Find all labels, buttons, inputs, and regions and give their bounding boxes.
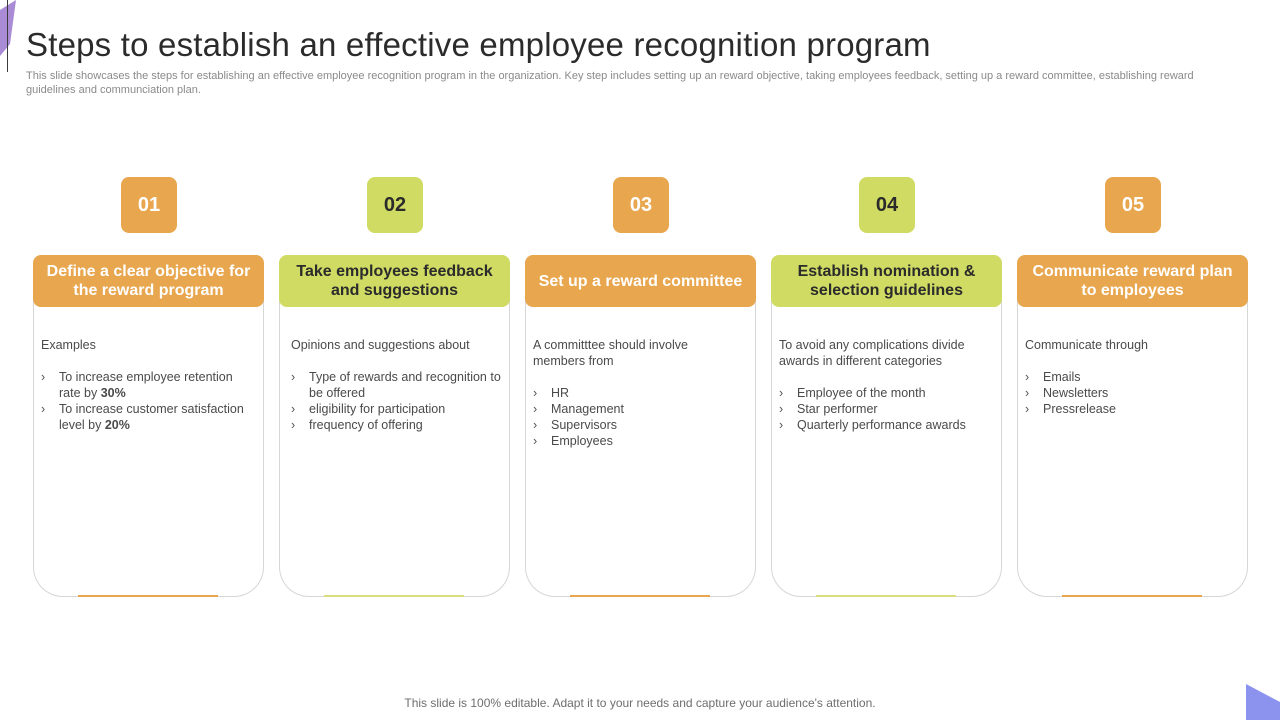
list-item-text: To increase customer satisfaction level by xyxy=(59,402,244,432)
card-bottom-accent xyxy=(816,595,956,597)
purple-corner-accent xyxy=(0,0,18,60)
list-item-text: Supervisors xyxy=(551,418,617,432)
list-item-text: Quarterly performance awards xyxy=(797,418,966,432)
step-body xyxy=(41,337,257,433)
card-bottom-accent xyxy=(324,595,464,597)
step-list xyxy=(1025,369,1241,417)
step-intro: Examples xyxy=(41,338,96,352)
list-item-text: Type of rewards and recognition to be offered xyxy=(309,370,501,400)
step-list xyxy=(779,385,995,433)
list-item-text: Emails xyxy=(1043,370,1081,384)
list-item xyxy=(291,417,507,433)
chevron-right-icon: › xyxy=(1025,402,1030,416)
step-list xyxy=(41,369,257,433)
step-list xyxy=(291,369,507,433)
page-title: Steps to establish an effective employee recognition program xyxy=(26,26,931,63)
corner-accent-line xyxy=(7,0,8,72)
chevron-right-icon: › xyxy=(779,418,784,432)
card-bottom-accent xyxy=(78,595,218,597)
step-body xyxy=(291,337,507,433)
page-subtitle: This slide showcases the steps for establishing an effective employee recognition program in the organization. Key step includes setting up an reward objective, taking employees feedback, setting up a reward committee, establishing reward guidelines and communciation plan. xyxy=(26,70,1194,96)
chevron-right-icon: › xyxy=(779,386,784,400)
list-item xyxy=(533,433,749,449)
step-body xyxy=(779,337,995,433)
list-item-text: eligibility for participation xyxy=(309,402,446,416)
step-heading: Establish nomination & selection guidelines xyxy=(771,255,1002,307)
list-item xyxy=(779,417,995,433)
chevron-right-icon: › xyxy=(779,402,784,416)
step-heading: Set up a reward committee xyxy=(525,255,756,307)
list-item xyxy=(533,417,749,433)
chevron-right-icon: › xyxy=(291,418,296,432)
step-card-1 xyxy=(33,177,264,597)
list-item-highlight: 30% xyxy=(100,386,126,400)
list-item-text: Pressrelease xyxy=(1043,402,1116,416)
step-card-3 xyxy=(525,177,756,597)
chevron-right-icon: › xyxy=(41,402,46,416)
list-item xyxy=(779,385,995,401)
step-heading: Define a clear objective for the reward program xyxy=(33,255,264,307)
step-number-badge: 05 xyxy=(1105,177,1161,233)
chevron-right-icon: › xyxy=(533,434,538,448)
step-card-2 xyxy=(279,177,510,597)
chevron-right-icon: › xyxy=(533,402,538,416)
list-item-text: Newsletters xyxy=(1043,386,1109,400)
list-item xyxy=(291,401,507,417)
list-item xyxy=(1025,385,1241,401)
step-number-badge: 02 xyxy=(367,177,423,233)
list-item-text: Management xyxy=(551,402,624,416)
list-item xyxy=(533,401,749,417)
chevron-right-icon: › xyxy=(1025,370,1030,384)
chevron-right-icon: › xyxy=(291,370,296,384)
step-body xyxy=(533,337,749,449)
list-item-text: HR xyxy=(551,386,570,400)
step-body xyxy=(1025,337,1241,417)
chevron-right-icon: › xyxy=(1025,386,1030,400)
step-list xyxy=(533,385,749,449)
step-card-4 xyxy=(771,177,1002,597)
list-item-highlight: 20% xyxy=(104,418,130,432)
step-intro: A committtee should involve members from xyxy=(533,338,688,368)
step-card-5 xyxy=(1017,177,1248,597)
list-item-text: To increase employee retention rate by xyxy=(59,370,233,400)
step-heading: Communicate reward plan to employees xyxy=(1017,255,1248,307)
step-intro: To avoid any complications divide awards in different categories xyxy=(779,338,965,368)
list-item xyxy=(1025,401,1241,417)
step-number-badge: 04 xyxy=(859,177,915,233)
list-item xyxy=(779,401,995,417)
step-intro: Opinions and suggestions about xyxy=(291,338,470,352)
list-item xyxy=(1025,369,1241,385)
list-item xyxy=(533,385,749,401)
list-item-text: frequency of offering xyxy=(309,418,423,432)
card-bottom-accent xyxy=(570,595,710,597)
list-item xyxy=(41,401,257,433)
list-item-text: Employees xyxy=(551,434,613,448)
chevron-right-icon: › xyxy=(533,418,538,432)
chevron-right-icon: › xyxy=(291,402,296,416)
step-heading: Take employees feedback and suggestions xyxy=(279,255,510,307)
list-item xyxy=(41,369,257,401)
card-bottom-accent xyxy=(1062,595,1202,597)
chevron-right-icon: › xyxy=(533,386,538,400)
step-number-badge: 01 xyxy=(121,177,177,233)
step-intro: Communicate through xyxy=(1025,338,1148,352)
list-item xyxy=(291,369,507,401)
chevron-right-icon: › xyxy=(41,370,46,384)
list-item-text: Employee of the month xyxy=(797,386,926,400)
step-number-badge: 03 xyxy=(613,177,669,233)
footer-note: This slide is 100% editable. Adapt it to your needs and capture your audience's attention. xyxy=(404,696,876,710)
list-item-text: Star performer xyxy=(797,402,878,416)
